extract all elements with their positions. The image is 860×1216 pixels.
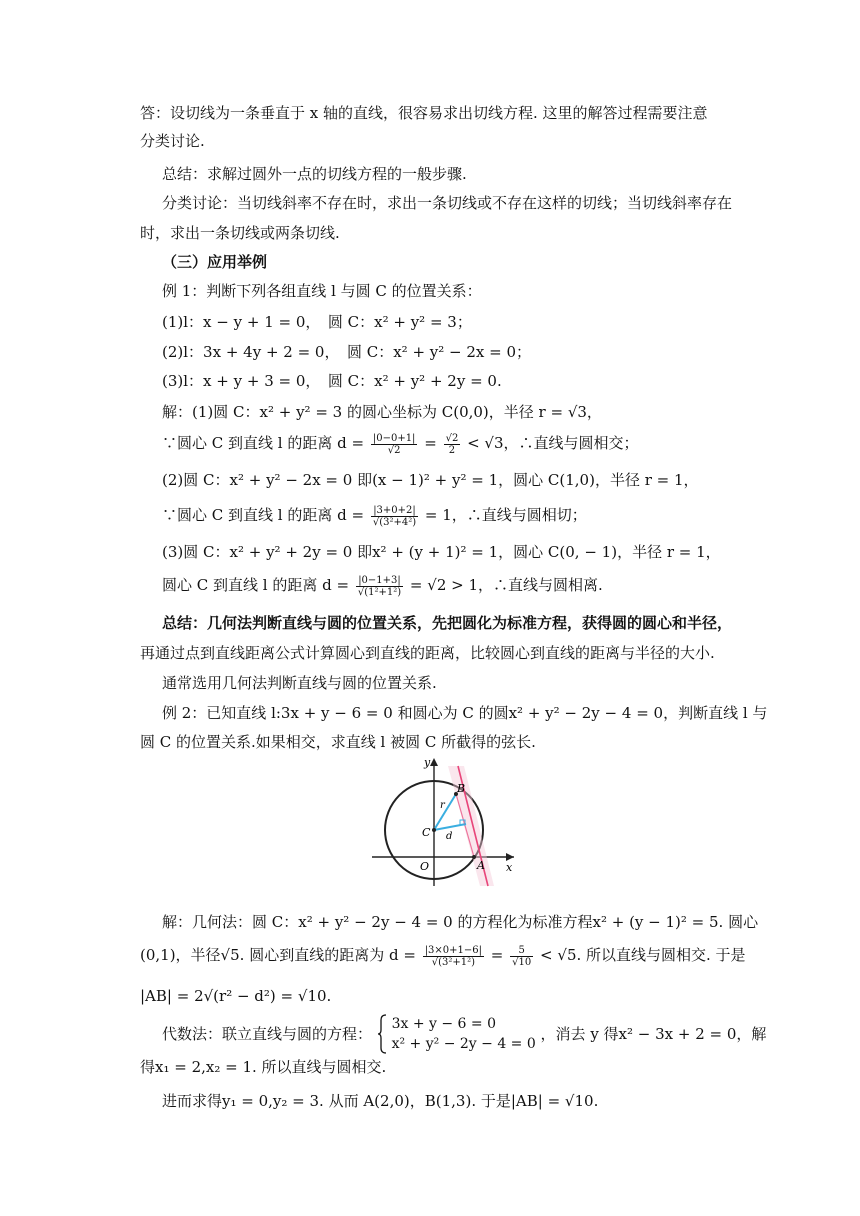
text: ，消去 y 得x² − 3x + 2 = 0，解 <box>540 1025 767 1043</box>
denominator: 2 <box>448 444 456 456</box>
text: ∵圆心 C 到直线 l 的距离 d = <box>162 506 365 524</box>
system-brace <box>377 1014 387 1054</box>
denominator: √(3²+1²) <box>431 956 475 968</box>
solution-2-line-6: 进而求得y₁ = 0,y₂ = 3. 从而 A(2,0)，B(1,3). 于是|AB| = √10. <box>162 1092 599 1110</box>
text: = √2 > 1，∴直线与圆相离. <box>409 576 603 594</box>
numerator: |3×0+1−6| <box>424 944 483 956</box>
label-r: r <box>440 800 445 811</box>
label-o: O <box>420 860 430 873</box>
example-1-title: 例 1：判断下列各组直线 l 与圆 C 的位置关系： <box>162 282 482 300</box>
example-2-line-2: 圆 C 的位置关系.如果相交，求直线 l 被圆 C 所截得的弦长. <box>140 733 536 751</box>
text: < √5. 所以直线与圆相交. 于是 <box>540 946 746 964</box>
summary-2-line-3: 通常选用几何法判断直线与圆的位置关系. <box>162 674 437 692</box>
solution-2-line-3: |AB| = 2√(r² − d²) = √10. <box>140 987 332 1005</box>
system-equation-2: x² + y² − 2y − 4 = 0 <box>391 1036 536 1052</box>
summary-label: 总结：几何法判断直线与圆的位置关系，先把圆化为标准方程，获得圆的圆心和半径， <box>162 614 733 632</box>
text: 圆心 C 到直线 l 的距离 d = <box>162 576 350 594</box>
fraction <box>371 505 418 528</box>
answer-line-2: 分类讨论. <box>140 132 205 150</box>
label-b: B <box>457 782 466 795</box>
solution-1-line-1: 解：(1)圆 C：x² + y² = 3 的圆心坐标为 C(0,0)，半径 r = √3， <box>162 403 602 421</box>
example-1-item-3: (3)l：x + y + 3 = 0， 圆 C：x² + y² + 2y = 0. <box>162 372 502 390</box>
x-axis-arrow <box>506 853 514 861</box>
label-x: x <box>506 861 513 874</box>
section-heading: （三）应用举例 <box>162 253 268 271</box>
denominator: √(3²+4²) <box>372 516 417 528</box>
denominator: √2 <box>387 444 401 456</box>
fraction <box>444 433 461 456</box>
solution-2-line-1: 解：几何法：圆 C：x² + y² − 2y − 4 = 0 的方程化为标准方程x² + (y − 1)² = 5. 圆心 <box>162 913 759 931</box>
summary-line: 总结：求解过圆外一点的切线方程的一般步骤. <box>162 165 467 183</box>
circle-line-figure <box>368 754 520 888</box>
summary-2-line-2: 再通过点到直线距离公式计算圆心到直线的距离，比较圆心到直线的距离与半径的大小. <box>140 644 715 662</box>
solution-1-line-2 <box>162 432 639 456</box>
answer-line-1: 答：设切线为一条垂直于 x 轴的直线，很容易求出切线方程. 这里的解答过程需要注意 <box>140 104 708 122</box>
radius-cb <box>434 794 456 830</box>
label-d: d <box>446 831 453 842</box>
fraction <box>356 575 403 598</box>
label-a: A <box>477 859 485 872</box>
label-y: y <box>424 756 431 769</box>
solution-1-line-4 <box>162 504 587 528</box>
numerator: |0−0+1| <box>372 432 416 444</box>
point-a <box>472 855 476 859</box>
example-1-item-1: (1)l：x − y + 1 = 0， 圆 C：x² + y² = 3； <box>162 313 472 331</box>
text: < √3，∴直线与圆相交； <box>467 434 639 452</box>
summary-2-line-1 <box>162 612 732 634</box>
label-c: C <box>422 826 431 839</box>
point-c <box>432 828 436 832</box>
solution-1-line-5: (3)圆 C：x² + y² + 2y = 0 即x² + (y + 1)² = 1，圆心 C(0, − 1)，半径 r = 1， <box>162 543 721 561</box>
numerator: |0−1+3| <box>356 575 403 587</box>
numerator: |3+0+2| <box>371 505 418 517</box>
text: = <box>490 946 504 964</box>
system-equation-1: 3x + y − 6 = 0 <box>391 1016 496 1032</box>
numerator: √2 <box>445 432 459 444</box>
fraction <box>371 433 418 456</box>
denominator: √(1²+1²) <box>357 586 402 598</box>
text: 代数法：联立直线与圆的方程： <box>162 1025 373 1043</box>
solution-2-line-5: 得x₁ = 2,x₂ = 1. 所以直线与圆相交. <box>140 1058 387 1076</box>
y-axis-arrow <box>430 758 438 766</box>
solution-2-line-2 <box>140 944 746 968</box>
text: = 1，∴直线与圆相切； <box>424 506 587 524</box>
solution-2-line-4 <box>162 1014 766 1054</box>
fraction <box>510 945 533 968</box>
example-1-item-2: (2)l：3x + 4y + 2 = 0， 圆 C：x² + y² − 2x = 0； <box>162 343 532 361</box>
fraction <box>423 945 484 968</box>
solution-1-line-3: (2)圆 C：x² + y² − 2x = 0 即(x − 1)² + y² = 1，圆心 C(1,0)，半径 r = 1， <box>162 471 699 489</box>
discussion-line-1: 分类讨论：当切线斜率不存在时，求出一条切线或不存在这样的切线；当切线斜率存在 <box>162 194 733 212</box>
discussion-line-2: 时，求出一条切线或两条切线. <box>140 224 340 242</box>
text: ∵圆心 C 到直线 l 的距离 d = <box>162 434 365 452</box>
example-2-line-1: 例 2：已知直线 l:3x + y − 6 = 0 和圆心为 C 的圆x² + y² − 2y − 4 = 0，判断直线 l 与 <box>162 704 768 722</box>
text: = <box>424 434 437 452</box>
equation-system <box>392 1014 536 1054</box>
solution-1-line-6 <box>162 574 603 598</box>
text: (0,1)，半径√5. 圆心到直线的距离为 d = <box>140 946 416 964</box>
denominator: √10 <box>512 956 532 968</box>
numerator: 5 <box>510 945 533 957</box>
